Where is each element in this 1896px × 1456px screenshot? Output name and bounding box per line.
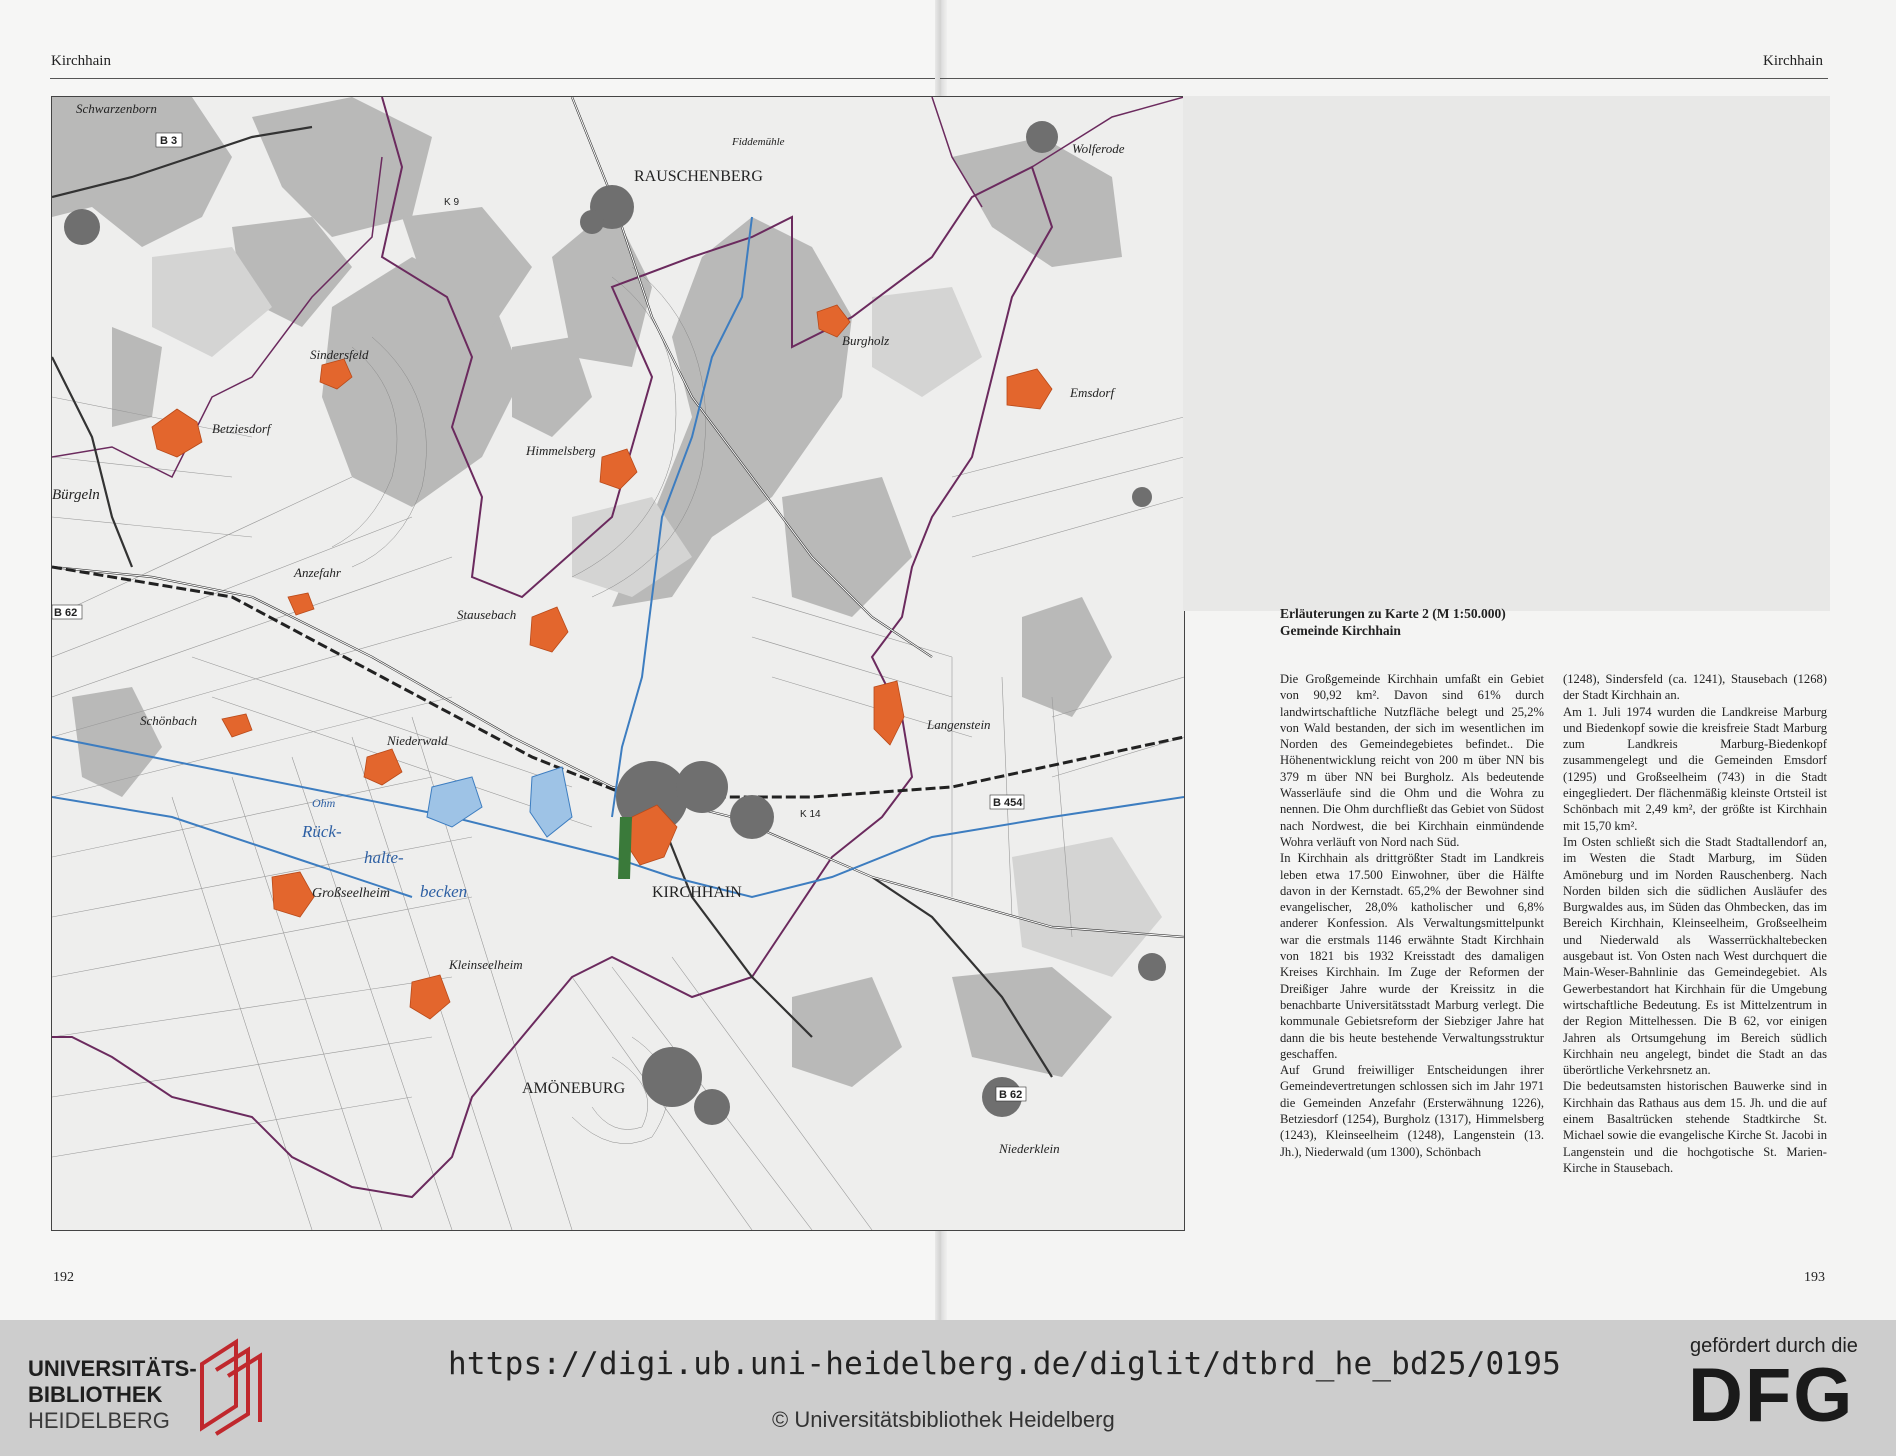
library-name-line1: UNIVERSITÄTS-: [28, 1356, 197, 1381]
map-label-11: Stausebach: [457, 607, 517, 622]
map-label-2: Wolferode: [1072, 141, 1125, 156]
paragraph: Die Großgemeinde Kirchhain umfaßt ein Gebiet von 90,92 km². Davon sind 61% durch landwirtschaftliche Nutzfläche belegt und 25,2% von Wald bestanden, der sich im wesentlichen im Norden des Gemeindegebietes befindet.. Die Höhenentwicklung reicht von 200 m über NN bis 379 m über NN bei Burgholz. Als bedeutende Wasserläufe sind die Ohm und die Wohra zu nennen. Die Ohm durchfließt das Gebiet von Südost nach Nordwest, die bei Kirchhain einmündende Wohra verläuft von Nord nach Süd.: [1280, 672, 1544, 849]
map-label-23: Ohm: [312, 796, 336, 810]
paragraph: In Kirchhain als drittgrößter Stadt im Landkreis leben etwa 17.500 Einwohner, über die Hälfte davon in der Kernstadt. 65,2% der Bewohner sind evangelischer, 28,0% katholischer und 6,8% anderer Konfession. Als Verwaltungsmittelpunkt war die erstmals 1146 erwähnte Stadt Kirchhain von 1821 bis 1932 Kreisstadt des damaligen Kreises Kirchhain. Im Zuge der Reformen der Dreißiger Jahre wurde der Kreissitz in die benachbarte Universitätsstadt Marburg verlegt. Die kommunale Gebietsreform der Siebziger Jahre hat dann die bis heute bestehende Verwaltungsstruktur geschaffen.: [1280, 851, 1544, 1061]
map-continuation-panel: [1183, 96, 1830, 611]
map-label-8: Burgholz: [842, 333, 890, 348]
map-label-3: Fiddemühle: [732, 136, 785, 148]
map-label-19: Niederklein: [999, 1141, 1060, 1156]
header-title-right: Kirchhain: [1763, 53, 1823, 69]
map-label-17: KIRCHHAIN: [652, 884, 742, 901]
paragraph: Am 1. Juli 1974 wurden die Landkreise Marburg und Biedenkopf sowie die kreisfreie Stadt Marburg zum Landkreis Marburg-Biedenkopf zusammengelegt und die Gemeinden Emsdorf (1295) und Großseelheim (743) in die Stadt eingegliedert. Der flächenmäßig kleinste Ortsteil ist Schönbach mit 2,49 km², der größte ist Kirchhain mit 15,70 km².: [1563, 704, 1827, 833]
road-label-1: B 62: [54, 607, 78, 619]
paragraph: Im Osten schließt sich die Stadt Stadtallendorf an, im Westen die Stadt Marburg, im Süden Amöneburg und im Norden Rauschenberg. Nach Norden bilden sich die südlichen Ausläufer des Burgwaldes aus, im Süden das Ohmbecken, das im Bereich Kirchhain, Kleinseelheim, Großseelheim und Niederwald als Wasserrückhaltebecken ausgebaut ist. Von Osten nach West durchquert die Main-Weser-Bahnlinie das Gemeindegebiet. Als Gewerbestandort hat Kirchhain für die Umgebung wirtschaftliche Bedeutung. Es ist Mittelzentrum in der Region Mittelhessen. Die B 62, vor einigen Jahren als Ortsumgehung im Bereich südlich Kirchhain neu angelegt, bindet die Stadt an das überörtliche Verkehrsnetz an.: [1563, 834, 1827, 1078]
map-label-13: Niederwald: [387, 733, 448, 748]
library-logo-icon: [196, 1336, 266, 1436]
map-label-7: Himmelsberg: [526, 443, 596, 458]
header-rule-left: [50, 78, 935, 79]
ponds: [427, 767, 572, 837]
forest-areas: [52, 97, 1122, 1087]
text-column-2: [1563, 671, 1827, 1176]
map-label-15: Großseelheim: [312, 886, 391, 901]
caption-line1: Erläuterungen zu Karte 2 (M 1:50.000): [1280, 606, 1506, 621]
map-label-0: Schwarzenborn: [76, 101, 157, 116]
caption-line2: Gemeinde Kirchhain: [1280, 623, 1401, 638]
kirchhain-park: [618, 817, 632, 879]
map-label-9: Emsdorf: [1070, 385, 1115, 400]
page-number-left: 192: [53, 1270, 74, 1285]
paragraph: Auf Grund freiwilliger Entscheidungen ihrer Gemeindevertretungen schlossen sich im Jahr 1971 die Gemeinden Anzefahr (Ersterwähnung 1226), Betziesdorf (1254), Burgholz (1317), Himmelsberg (1243), Kleinseelheim (1248), Langenstein (13. Jh.), Niederwald (um 1300), Schönbach: [1280, 1063, 1544, 1159]
header-rule-right: [940, 78, 1828, 79]
topographic-map: [51, 96, 1185, 1231]
dfg-logo: DFG: [1688, 1353, 1855, 1438]
caption: [1280, 605, 1506, 639]
header-title-left: Kirchhain: [51, 53, 111, 69]
map-label-18: AMÖNEBURG: [522, 1080, 626, 1097]
paragraph: (1248), Sindersfeld (ca. 1241), Stausebach (1268) der Stadt Kirchhain an.: [1563, 672, 1827, 703]
map-label-22: becken: [420, 882, 468, 901]
map-label-20: Rück-: [302, 822, 342, 841]
map-label-10: Anzefahr: [294, 565, 341, 580]
map-label-6: Bürgeln: [52, 487, 100, 503]
map-label-14: Langenstein: [927, 717, 991, 732]
footer-bar: [0, 1320, 1896, 1456]
map-label-12: Schönbach: [140, 713, 198, 728]
map-label-5: Betziesdorf: [212, 421, 271, 436]
settlement-highlights: [152, 305, 1052, 1019]
text-column-1: [1280, 671, 1544, 1160]
map-label-1: RAUSCHENBERG: [634, 168, 763, 185]
document-url-link[interactable]: https://digi.ub.uni-heidelberg.de/diglit/dtbrd_he_bd25/0195: [448, 1346, 1561, 1382]
road-label-5: K 9: [444, 197, 460, 208]
map-label-21: halte-: [364, 848, 404, 867]
funding-label: gefördert durch die: [1690, 1335, 1858, 1357]
paragraph: Die bedeutsamsten historischen Bauwerke sind in Kirchhain das Rathaus aus dem 15. Jh. und die auf einem Basaltrücken stehende Stadtkirche St. Michael sowie die evangelische Kirche St. Jacobi in Langenstein und die hochgotische St. Marien-Kirche in Stausebach.: [1563, 1079, 1827, 1175]
library-name-line2: BIBLIOTHEK: [28, 1382, 163, 1407]
map-graphic: [52, 97, 1184, 1230]
road-label-4: K 14: [800, 809, 821, 820]
library-name-line3: HEIDELBERG: [28, 1408, 170, 1433]
map-label-4: Sindersfeld: [310, 347, 369, 362]
copyright-notice: © Universitätsbibliothek Heidelberg: [772, 1407, 1115, 1432]
road-label-2: B 454: [993, 797, 1023, 809]
map-label-16: Kleinseelheim: [449, 957, 523, 972]
road-label-0: B 3: [160, 135, 178, 147]
road-label-3: B 62: [999, 1089, 1023, 1101]
page-number-right: 193: [1804, 1270, 1825, 1285]
